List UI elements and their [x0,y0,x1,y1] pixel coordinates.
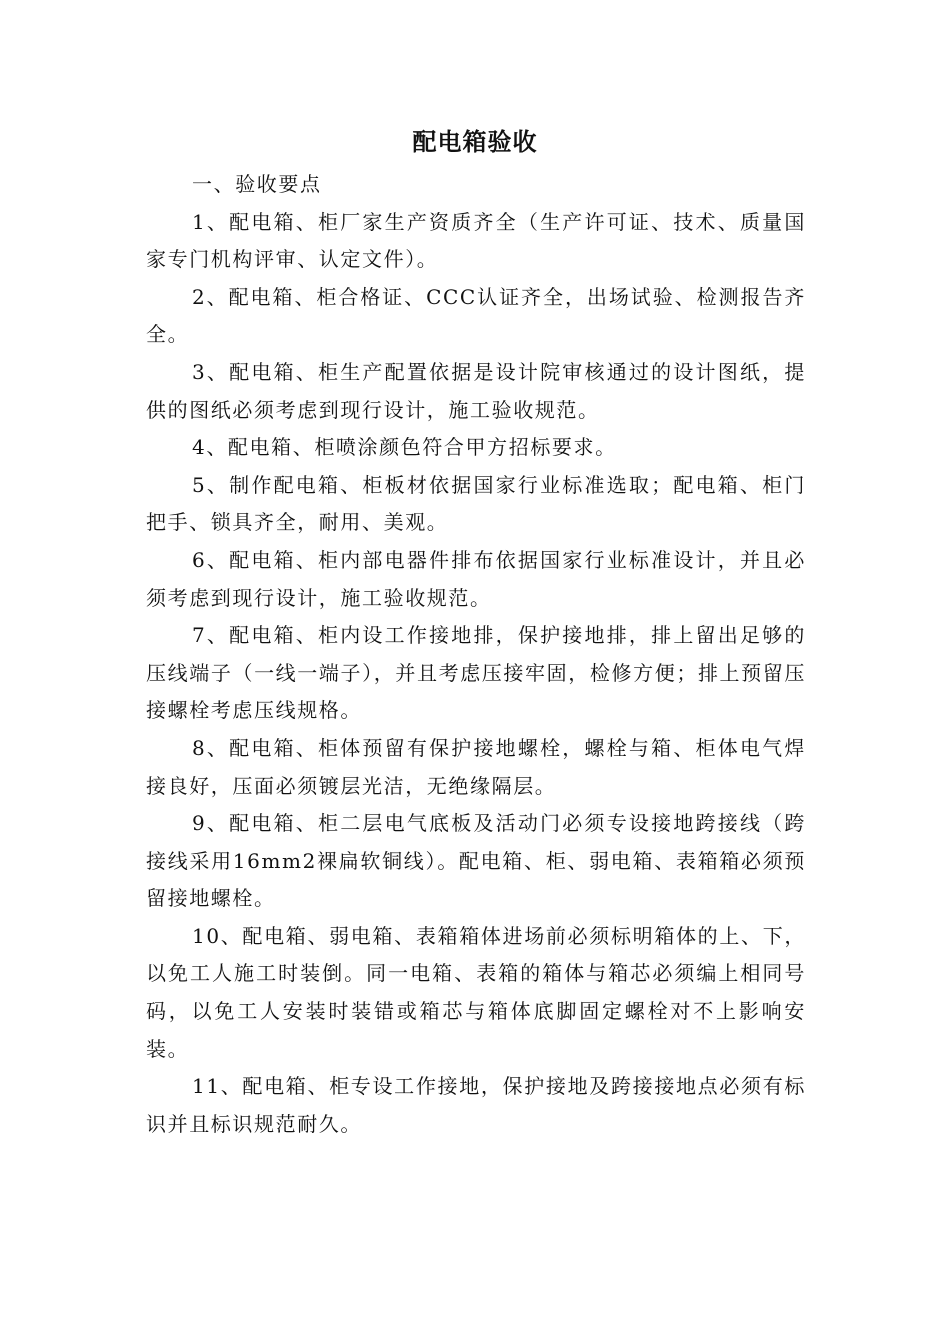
acceptance-item-6: 6、配电箱、柜内部电器件排布依据国家行业标准设计，并且必须考虑到现行设计，施工验收规范。 [146,547,806,610]
acceptance-item-7: 7、配电箱、柜内设工作接地排，保护接地排，排上留出足够的压线端子（一线一端子），并且考虑压接牢固，检修方便；排上预留压接螺栓考虑压线规格。 [146,623,806,723]
acceptance-item-3: 3、配电箱、柜生产配置依据是设计院审核通过的设计图纸，提供的图纸必须考虑到现行设计，施工验收规范。 [146,359,806,422]
document-title: 配电箱验收 [412,128,538,156]
document-body [146,166,806,1143]
acceptance-item-9: 9、配电箱、柜二层电气底板及活动门必须专设接地跨接线（跨接线采用16mm2裸扁软铜线）。配电箱、柜、弱电箱、表箱箱必须预留接地螺栓。 [146,811,806,911]
acceptance-item-10: 10、配电箱、弱电箱、表箱箱体进场前必须标明箱体的上、下，以免工人施工时装倒。同一电箱、表箱的箱体与箱芯必须编上相同号码，以免工人安装时装错或箱芯与箱体底脚固定螺栓对不上影响安装。 [146,923,806,1061]
acceptance-item-1: 1、配电箱、柜厂家生产资质齐全（生产许可证、技术、质量国家专门机构评审、认定文件）。 [146,209,806,272]
acceptance-item-8: 8、配电箱、柜体预留有保护接地螺栓，螺栓与箱、柜体电气焊接良好，压面必须镀层光洁，无绝缘隔层。 [146,735,806,798]
acceptance-item-2: 2、配电箱、柜合格证、CCC认证齐全，出场试验、检测报告齐全。 [146,284,806,347]
acceptance-item-5: 5、制作配电箱、柜板材依据国家行业标准选取；配电箱、柜门把手、锁具齐全，耐用、美观。 [146,472,806,535]
acceptance-item-4: 4、配电箱、柜喷涂颜色符合甲方招标要求。 [192,435,617,460]
section-heading: 一、验收要点 [192,172,322,196]
acceptance-item-11: 11、配电箱、柜专设工作接地，保护接地及跨接接地点必须有标识并且标识规范耐久。 [146,1074,806,1136]
